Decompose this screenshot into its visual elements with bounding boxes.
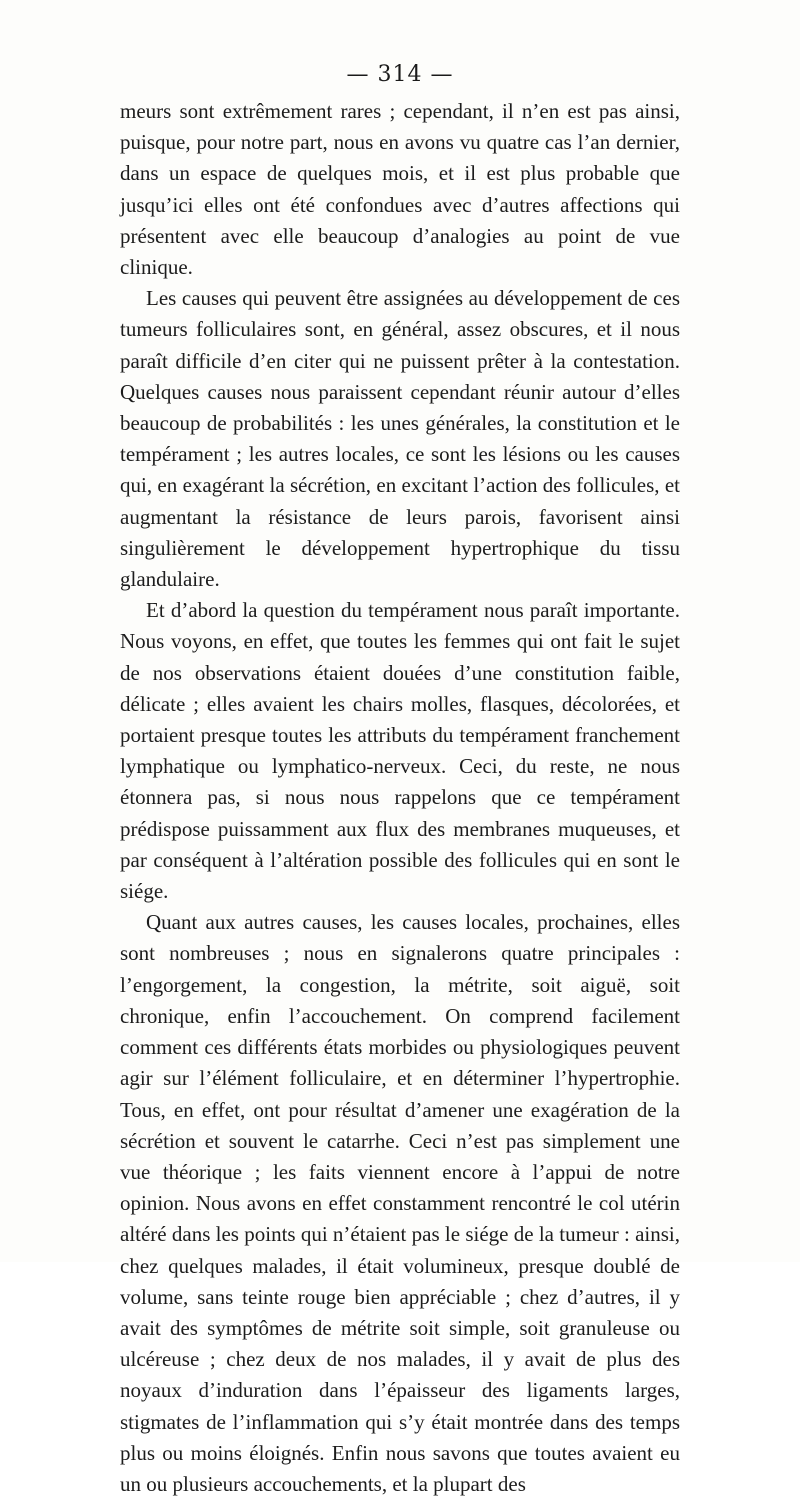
paragraph-causes: Les causes qui peuvent être assignées au développement de ces tumeurs folliculaires sont, en général, assez obscures, et il nous paraît difficile d’en citer qui ne puissent prêter à la contestation. Quelques causes nous paraissent cependant réunir autour d’elles beaucoup de probabilités : les unes générales, la constitution et le tempérament ; les autres locales, ce sont les lésions ou les causes qui, en exagérant la sécrétion, en excitant l’action des follicules, et augmentant la résistance de leurs parois, favorisent ainsi singulièrement le développement hypertrophique du tissu glandulaire. [120, 286, 680, 592]
body-text [120, 96, 680, 1500]
paragraph-temperament: Et d’abord la question du tempérament nous paraît importante. Nous voyons, en effet, que toutes les femmes qui ont fait le sujet de nos observations étaient douées d’une constitution faible, délicate ; elles avaient les chairs molles, flasques, décolorées, et portaient presque toutes les attributs du tempérament franchement lymphatique ou lymphatico-nerveux. Ceci, du reste, ne nous étonnera pas, si nous nous rappelons que ce tempérament prédispose puissamment aux flux des membranes muqueuses, et par conséquent à l’altération possible des follicules qui en sont le siége. [120, 598, 680, 904]
paragraph-local-causes: Quant aux autres causes, les causes locales, prochaines, elles sont nombreuses ; nous en signalerons quatre principales : l’engorgement, la congestion, la métrite, soit aiguë, soit chronique, enfin l’accouchement. On comprend facilement comment ces différents états morbides ou physiologiques peuvent agir sur l’élément folliculaire, et en déterminer l’hypertrophie. Tous, en effet, ont pour résultat d’amener une exagération de la sécrétion et souvent le catarrhe. Ceci n’est pas simplement une vue théorique ; les faits viennent encore à l’appui de notre opinion. Nous avons en effet constamment rencontré le col utérin altéré dans les points qui n’étaient pas le siége de la tumeur : ainsi, chez quelques malades, il était volumineux, presque doublé de volume, sans teinte rouge bien appréciable ; chez d’autres, il y avait des symptômes de métrite soit simple, soit granuleuse ou ulcéreuse ; chez deux de nos malades, il y avait de plus des noyaux d’induration dans l’épaisseur des ligaments larges, stigmates de l’inflammation qui s’y était montrée dans des temps plus ou moins éloignés. Enfin nous savons que toutes avaient eu un ou plusieurs accouchements, et la plupart des [120, 910, 680, 1496]
page-number-header: — 314 — [346, 62, 454, 87]
paragraph-continuation: meurs sont extrêmement rares ; cependant, il n’en est pas ainsi, puisque, pour notre part, nous en avons vu quatre cas l’an dernier, dans un espace de quelques mois, et il est plus probable que jusqu’ici elles ont été confondues avec d’autres affections qui présentent avec elle beaucoup d’analogies au point de vue clinique. [120, 99, 680, 280]
